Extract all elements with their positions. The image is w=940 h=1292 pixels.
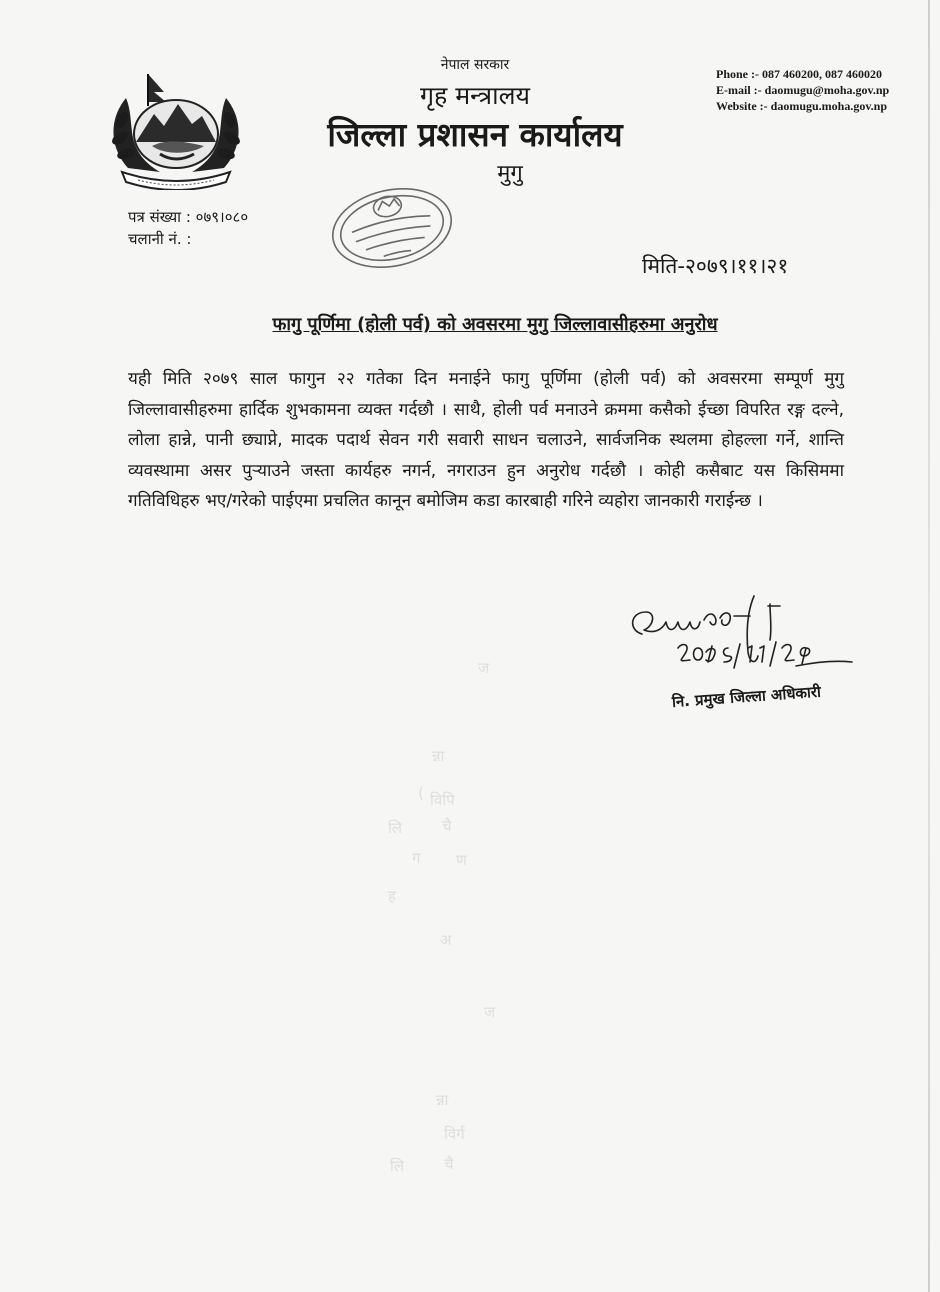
letterhead bbox=[300, 56, 650, 188]
bleed-through-marks: ज न्ना ( विपि लि चै ग ण ह अ ज न्ना विर्ग लि चै bbox=[388, 659, 496, 1175]
contact-block bbox=[716, 66, 916, 114]
dispatch-number: चलानी नं. : bbox=[128, 230, 192, 248]
nepal-emblem-icon bbox=[108, 72, 244, 190]
website-text: Website :- daomugu.moha.gov.np bbox=[716, 99, 888, 113]
government-name: नेपाल सरकार bbox=[440, 57, 510, 73]
signatory-title: नि. प्रमुख जिल्ला अधिकारी bbox=[671, 682, 822, 711]
office-name: जिल्ला प्रशासन कार्यालय bbox=[327, 115, 623, 154]
letter-date: मिति-२०७९।११।२१ bbox=[642, 254, 789, 278]
phone-text: Phone :- 087 460200, 087 460020 bbox=[716, 67, 882, 81]
email-text: E-mail :- daomugu@moha.gov.np bbox=[716, 83, 890, 97]
reference-block bbox=[128, 206, 248, 250]
handwritten-signature bbox=[620, 590, 860, 682]
office-stamp bbox=[322, 180, 462, 276]
district-name: मुगु bbox=[497, 161, 523, 186]
subject-line: फागु पूर्णिमा (होली पर्व) को अवसरमा मुगु जिल्लावासीहरुमा अनुरोध bbox=[272, 314, 718, 335]
page-edge bbox=[928, 0, 930, 1292]
letter-body: यही मिति २०७९ साल फागुन २२ गतेका दिन मनाईने फागु पूर्णिमा (होली पर्व) को अवसरमा सम्पूर्ण मुगु जिल्लावासीहरुमा हार्दिक शुभकामना व्यक्त गर्दछौ । साथै, होली पर्व मनाउने क्रममा कसैको ईच्छा विपरित रङ्ग दल्ने, लोला हान्ने, पानी छ्याप्ने, मादक पदार्थ सेवन गरी सवारी साधन चलाउने, सार्वजनिक स्थलमा होहल्ला गर्ने, शान्ति व्यवस्थामा असर पुऱ्याउने जस्ता कार्यहरु नगर्न, नगराउन हुन अनुरोध गर्दछौ । कोही कसैबाट यस किसिममा गतिविधिहरु भए/गरेको पाईएमा प्रचलित कानून बमोजिम कडा कारबाही गरिने व्यहोरा जानकारी गराईन्छ । bbox=[128, 369, 844, 511]
letter-number: पत्र संख्या : ०७९।०८० bbox=[128, 208, 249, 226]
ministry-name: गृह मन्त्रालय bbox=[419, 81, 531, 110]
